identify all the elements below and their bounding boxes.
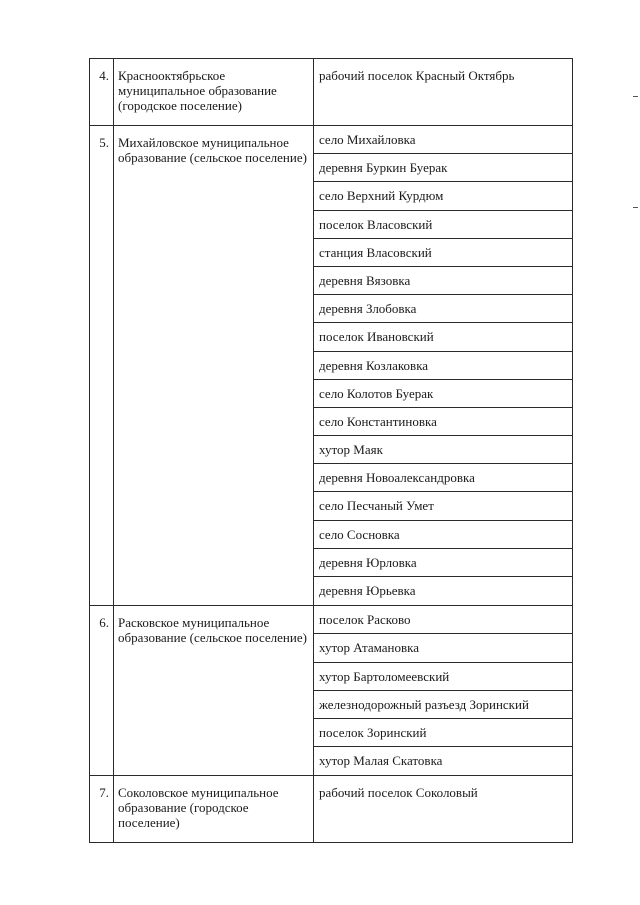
settlement-item: село Константиновка (314, 408, 572, 436)
settlement-item: поселок Ивановский (314, 323, 572, 351)
settlement-item: деревня Козлаковка (314, 352, 572, 380)
settlement-item: село Верхний Курдюм (314, 182, 572, 210)
settlement-item: село Михайловка (314, 126, 572, 154)
settlement-item: деревня Новоалександровка (314, 464, 572, 492)
settlement-item: деревня Юрьевка (319, 583, 416, 598)
row-number-cell (90, 776, 114, 843)
row-number-cell (90, 59, 114, 126)
settlements-cell (314, 126, 573, 606)
municipality-name: Краснооктябрьское муниципальное образование (городское поселение) (118, 68, 277, 113)
row-number-cell (90, 126, 114, 606)
settlement-item: деревня Злобовка (314, 295, 572, 323)
row-number: 5. (99, 135, 109, 150)
municipality-name: Расковское муниципальное образование (сельское поселение) (118, 615, 307, 646)
settlement-item: поселок Власовский (314, 211, 572, 239)
row-number: 6. (99, 615, 109, 631)
settlement-item: поселок Расково (314, 606, 572, 634)
table-row (90, 126, 573, 606)
scan-margin-mark (633, 207, 638, 208)
settlement-item: деревня Юрловка (314, 549, 572, 577)
settlement-item: деревня Буркин Буерак (314, 154, 572, 182)
municipality-name: Михайловское муниципальное образование (сельское поселение) (118, 135, 307, 165)
settlements-cell (314, 59, 573, 126)
settlement-item: село Песчаный Умет (314, 492, 572, 520)
settlement-item: рабочий поселок Красный Октябрь (319, 68, 515, 83)
table-row (90, 776, 573, 843)
settlement-item: село Колотов Буерак (314, 380, 572, 408)
municipality-name: Соколовское муниципальное образование (городское поселение) (118, 785, 279, 831)
row-number: 4. (99, 68, 109, 83)
settlement-item: железнодорожный разъезд Зоринский (314, 691, 572, 719)
table-row (90, 59, 573, 126)
settlements-cell (314, 776, 573, 843)
table-row (90, 606, 573, 776)
settlement-item: деревня Вязовка (314, 267, 572, 295)
settlement-item: хутор Маяк (314, 436, 572, 464)
settlement-item: хутор Бартоломеевский (314, 663, 572, 691)
settlement-item: хутор Атамановка (314, 634, 572, 662)
settlement-item: поселок Зоринский (314, 719, 572, 747)
settlements-cell (314, 606, 573, 776)
row-number: 7. (99, 785, 109, 801)
settlement-item: станция Власовский (314, 239, 572, 267)
municipality-cell (114, 59, 314, 126)
row-number-cell (90, 606, 114, 776)
scan-margin-mark (633, 96, 638, 97)
municipality-cell (114, 606, 314, 776)
municipality-cell (114, 776, 314, 843)
municipality-cell (114, 126, 314, 606)
settlement-item: хутор Малая Скатовка (319, 753, 443, 769)
settlement-item: село Сосновка (314, 521, 572, 549)
settlements-table (89, 58, 573, 843)
settlement-item: рабочий поселок Соколовый (319, 785, 478, 801)
